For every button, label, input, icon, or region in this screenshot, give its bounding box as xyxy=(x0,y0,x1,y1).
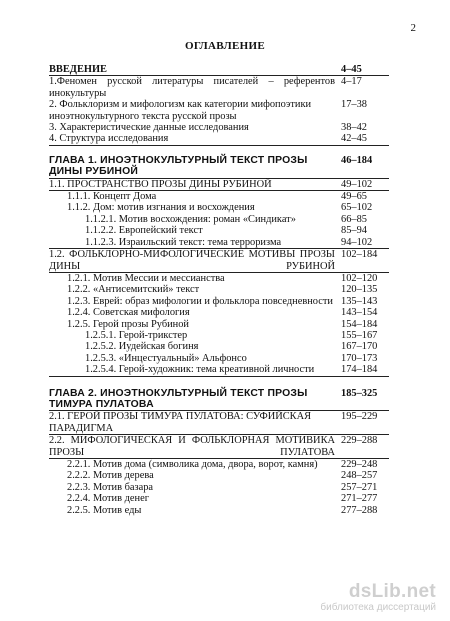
toc-entry xyxy=(49,482,389,493)
toc-entry-pages: 46–184 xyxy=(341,154,373,166)
toc-entry xyxy=(49,155,389,179)
toc-entry-title: 2.2.1. Мотив дома (символика дома, двора, ворот, камня) xyxy=(67,459,318,470)
toc-spacer xyxy=(49,146,389,155)
toc-entry-title: 4. Структура исследования xyxy=(49,133,169,145)
toc-entry-pages: 155–167 xyxy=(341,329,378,341)
toc-entry-title: 1.2.4. Советская мифология xyxy=(67,307,190,319)
toc-entry xyxy=(49,99,389,122)
toc-entry-pages: 102–184 xyxy=(341,249,378,261)
toc-entry-pages: 42–45 xyxy=(341,133,367,145)
toc-entry-title: 2.2.3. Мотив базара xyxy=(67,481,154,493)
toc-entry-title: 1.2.2. «Антисемитский» текст xyxy=(67,284,200,296)
toc-entry xyxy=(49,493,389,504)
toc-entry xyxy=(49,330,389,341)
toc-entry-pages: 94–102 xyxy=(341,236,373,248)
toc-entry xyxy=(49,249,389,273)
toc-entry-pages: 229–288 xyxy=(341,435,378,447)
toc-entry-pages: 120–135 xyxy=(341,284,378,296)
toc-entry-title: 1.2.5. Герой прозы Рубиной xyxy=(67,318,189,330)
toc-entry-pages: 271–277 xyxy=(341,493,378,505)
toc-entry-pages: 49–65 xyxy=(341,191,367,203)
toc-entry xyxy=(49,133,389,145)
toc-entry xyxy=(49,411,389,435)
toc-entry-title: 3. Характеристические данные исследования xyxy=(49,122,249,134)
toc-entry-title: 1.2.3. Еврей: образ мифологии и фольклора повседневности xyxy=(67,295,333,307)
toc-entry-pages: 143–154 xyxy=(341,307,378,319)
toc-entry xyxy=(49,307,389,318)
toc-entry-title: 1.2.5.4. Герой-художник: тема креативной личности xyxy=(85,364,315,376)
toc-entry-pages: 4–45 xyxy=(341,64,362,75)
toc-entry-title: 1.1.2.1. Мотив восхождения: роман «Синдикат» xyxy=(85,213,296,225)
toc-entry xyxy=(49,191,389,202)
toc-entry-title: 2.2.5. Мотив еды xyxy=(67,504,142,516)
toc-entry-title: 1.1.2.3. Израильский текст: тема терроризма xyxy=(85,236,282,248)
toc-entry xyxy=(49,122,389,133)
toc-entry-pages: 185–325 xyxy=(341,387,378,399)
toc-entry xyxy=(49,237,389,249)
toc-entry-title: 1.1. ПРОСТРАНСТВО ПРОЗЫ ДИНЫ РУБИНОЙ xyxy=(49,178,272,190)
toc-entry xyxy=(49,341,389,352)
table-of-contents xyxy=(49,64,389,516)
toc-entry-title: ГЛАВА 2. ИНОЭТНОКУЛЬТУРНЫЙ ТЕКСТ ПРОЗЫ ТИМУРА ПУЛАТОВА xyxy=(49,387,308,410)
toc-entry-pages: 17–38 xyxy=(341,99,367,111)
toc-entry xyxy=(49,179,389,191)
toc-entry-title: 1.Феномен русской литературы писателей – референтов инокультуры xyxy=(49,76,335,99)
toc-entry-title: 2.2.2. Мотив дерева xyxy=(67,470,154,482)
toc-entry xyxy=(49,364,389,376)
toc-entry-title: 2. Фольклоризм и мифологизм как категории мифопоэтики иноэтнокультурного текста русской прозы xyxy=(49,99,312,122)
toc-entry xyxy=(49,64,389,76)
toc-title: ОГЛАВЛЕНИЕ xyxy=(185,40,265,52)
toc-entry-pages: 135–143 xyxy=(341,295,378,307)
toc-entry xyxy=(49,225,389,236)
toc-entry-title: 1.2. ФОЛЬКЛОРНО-МИФОЛОГИЧЕСКИЕ МОТИВЫ ПРОЗЫ ДИНЫ РУБИНОЙ xyxy=(49,249,335,272)
toc-entry xyxy=(49,202,389,213)
toc-entry-title: 1.2.5.2. Иудейская богиня xyxy=(85,341,199,353)
toc-entry-pages: 38–42 xyxy=(341,122,367,134)
toc-entry-title: 1.2.1. Мотив Мессии и мессианства xyxy=(67,272,225,284)
page-number: 2 xyxy=(410,22,416,34)
toc-entry-title: 1.1.1. Концепт Дома xyxy=(67,191,157,203)
toc-entry xyxy=(49,505,389,516)
toc-entry-title: ВВЕДЕНИЕ xyxy=(49,64,107,75)
toc-entry-pages: 277–288 xyxy=(341,504,378,516)
toc-entry-pages: 248–257 xyxy=(341,470,378,482)
toc-entry xyxy=(49,319,389,330)
toc-entry-pages: 170–173 xyxy=(341,352,378,364)
toc-entry-title: 1.1.2.2. Европейский текст xyxy=(85,225,203,237)
toc-entry-pages: 257–271 xyxy=(341,481,378,493)
toc-entry xyxy=(49,284,389,295)
toc-entry xyxy=(49,214,389,225)
watermark-subtitle: библиотека диссертаций xyxy=(320,602,436,613)
toc-entry xyxy=(49,388,389,412)
watermark xyxy=(286,581,436,613)
toc-entry-title: 2.2.4. Мотив денег xyxy=(67,493,149,505)
toc-entry xyxy=(49,353,389,364)
toc-entry-pages: 49–102 xyxy=(341,178,373,190)
toc-entry-pages: 4–17 xyxy=(341,76,362,88)
watermark-logo: dsLib.net xyxy=(348,581,436,602)
toc-entry xyxy=(49,435,389,459)
toc-entry xyxy=(49,76,389,99)
toc-entry-pages: 85–94 xyxy=(341,225,367,237)
toc-entry-pages: 65–102 xyxy=(341,202,373,214)
toc-entry xyxy=(49,459,389,470)
toc-entry-title: 1.2.5.1. Герой-трикстер xyxy=(85,329,188,341)
toc-entry xyxy=(49,273,389,284)
toc-entry-pages: 167–170 xyxy=(341,341,378,353)
toc-entry-title: 1.1.2. Дом: мотив изгнания и восхождения xyxy=(67,202,255,214)
toc-entry-pages: 174–184 xyxy=(341,364,378,376)
toc-entry xyxy=(49,296,389,307)
toc-entry-title: 2.1. ГЕРОЙ ПРОЗЫ ТИМУРА ПУЛАТОВА: СУФИЙСКАЯ ПАРАДИГМА xyxy=(49,411,312,434)
toc-entry-title: 2.2. МИФОЛОГИЧЕСКАЯ И ФОЛЬКЛОРНАЯ МОТИВИКА ПРОЗЫ ПУЛАТОВА xyxy=(49,435,335,458)
toc-entry-title: 1.2.5.3. «Инцестуальный» Альфонсо xyxy=(85,352,247,364)
toc-entry-pages: 66–85 xyxy=(341,213,367,225)
toc-entry-pages: 229–248 xyxy=(341,459,378,470)
toc-entry-title: ГЛАВА 1. ИНОЭТНОКУЛЬТУРНЫЙ ТЕКСТ ПРОЗЫ ДИНЫ РУБИНОЙ xyxy=(49,154,308,178)
toc-entry-pages: 195–229 xyxy=(341,411,378,423)
toc-entry xyxy=(49,470,389,481)
toc-spacer xyxy=(49,377,389,388)
toc-entry-pages: 154–184 xyxy=(341,318,378,330)
toc-entry-pages: 102–120 xyxy=(341,272,378,284)
